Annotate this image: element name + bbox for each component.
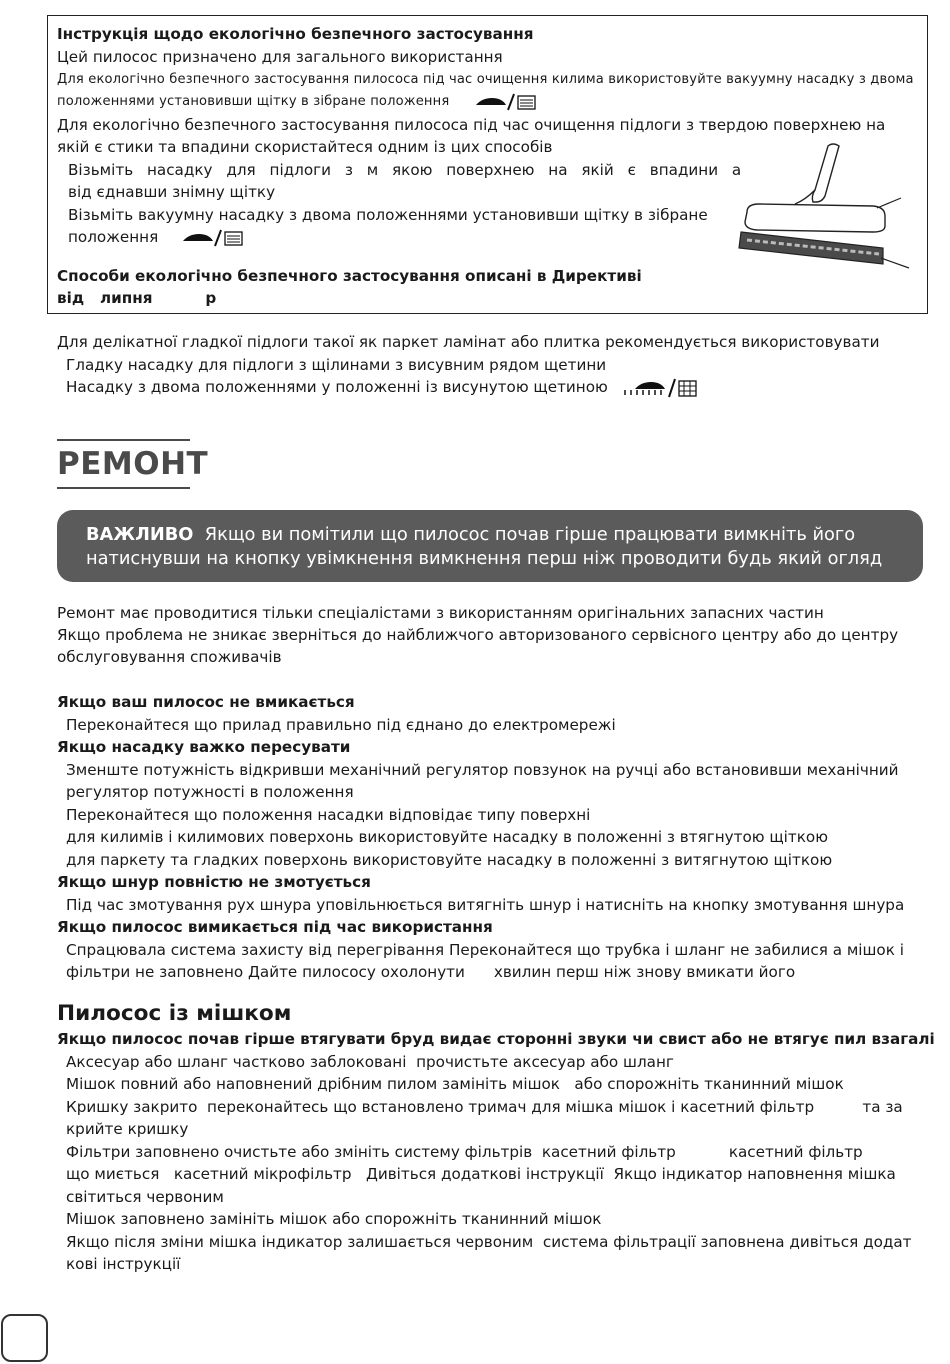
nozzle-extended-icon	[621, 377, 701, 399]
bag-section-title: Пилосос із мішком	[57, 1001, 292, 1026]
solution-line: Фільтри заповнено очистьте або змініть систему фільтрів касетний фільтр касетний фільтр	[66, 1143, 863, 1161]
important-banner	[57, 510, 923, 582]
solution-line: для паркету та гладких поверхонь використовуйте насадку в положенні з витягнутою щіткою	[66, 851, 833, 869]
solution-line: Зменште потужність відкривши механічний регулятор повзунок на ручці або встановивши механічний	[66, 761, 899, 779]
vacuum-nozzle-illustration	[733, 140, 913, 275]
solution-line: Спрацювала система захисту від перегрівання Переконайтеся що трубка і шланг не забилися а мішок і	[66, 941, 904, 959]
solution-line: що миється касетний мікрофільтр Дивіться додаткові інструкції Якщо індикатор наповнення мішка	[66, 1165, 896, 1183]
repair-intro: Ремонт має проводитися тільки спеціалістами з використанням оригінальних запасних частин	[57, 604, 824, 622]
eco-option: Візьміть насадку для підлоги з м якою поверхнею на якій є впадини а	[68, 161, 742, 179]
directive-line: Способи екологічно безпечного застосування описані в Директиві	[57, 267, 642, 285]
section-title: РЕМОНТ	[57, 446, 209, 482]
delicate-line: Гладку насадку для підлоги з щілинами з висувним рядом щетини	[66, 356, 607, 374]
problem-heading: Якщо пилосос почав гірше втягувати бруд видає сторонні звуки чи свист або не втягує пил взагалі	[57, 1030, 935, 1048]
directive-line: від липня р	[57, 289, 217, 307]
solution-line: крийте кришку	[66, 1120, 189, 1138]
solution-line: кові інструкції	[66, 1255, 181, 1273]
important-text: Якщо ви помітили що пилосос почав гірше працювати вимкніть його	[204, 524, 856, 545]
important-text: натиснувши на кнопку увімкнення вимкнення перш ніж проводити будь який огляд	[86, 548, 883, 569]
solution-line: Переконайтеся що положення насадки відповідає типу поверхні	[66, 806, 591, 824]
page-number-box	[1, 1314, 48, 1362]
eco-option: Візьміть вакуумну насадку з двома положеннями установивши щітку в зібране	[68, 206, 708, 224]
eco-line: Для екологічно безпечного застосування пилососа під час очищення килима використовуйте вакуумну насадку з двома	[57, 72, 914, 87]
eco-line-with-icons	[57, 91, 542, 113]
delicate-line-text: Насадку з двома положеннями у положенні із висунутою щетиною	[66, 378, 608, 396]
repair-intro: Якщо проблема не зникає зверніться до найближчого авторизованого сервісного центру або до центру	[57, 626, 899, 644]
title-rule-bottom	[57, 487, 190, 489]
problem-heading: Якщо насадку важко пересувати	[57, 738, 351, 756]
eco-line: Для екологічно безпечного застосування пилососа під час очищення підлоги з твердою поверхнею на	[57, 116, 886, 134]
solution-line: фільтри не заповнено Дайте пилососу охолонути хвилин перш ніж знову вмикати його	[66, 963, 796, 981]
eco-option-text: положення	[68, 228, 159, 246]
solution-line: Переконайтеся що прилад правильно під єднано до електромережі	[66, 716, 616, 734]
solution-line: регулятор потужності в положення	[66, 783, 354, 801]
eco-option-with-icons	[68, 226, 249, 248]
solution-line: світиться червоним	[66, 1188, 224, 1206]
solution-line: Мішок повний або наповнений дрібним пилом замініть мішок або спорожніть тканинний мішок	[66, 1075, 844, 1093]
eco-line-text: положеннями установивши щітку в зібране положення	[57, 94, 450, 109]
solution-line: Мішок заповнено замініть мішок або спорожніть тканинний мішок	[66, 1210, 602, 1228]
nozzle-retracted-icon	[169, 228, 249, 248]
eco-line: якій є стики та впадини скористайтеся одним із цих способів	[57, 138, 553, 156]
problem-heading: Якщо шнур повністю не змотується	[57, 873, 371, 891]
solution-line: Якщо після зміни мішка індикатор залишається червоним система фільтрації заповнена дивіться додат	[66, 1233, 912, 1251]
solution-line: для килимів і килимових поверхонь використовуйте насадку в положенні з втягнутою щіткою	[66, 828, 828, 846]
problem-heading: Якщо пилосос вимикається під час використання	[57, 918, 493, 936]
nozzle-retracted-icon	[462, 92, 542, 112]
eco-heading: Інструкція щодо екологічно безпечного застосування	[57, 25, 534, 43]
title-rule-top	[57, 439, 190, 441]
problem-heading: Якщо ваш пилосос не вмикається	[57, 693, 355, 711]
delicate-line: Для делікатної гладкої підлоги такої як паркет ламінат або плитка рекомендується використовувати	[57, 333, 880, 351]
important-label: ВАЖЛИВО	[86, 524, 194, 545]
repair-intro: обслуговування споживачів	[57, 648, 282, 666]
eco-option: від єднавши знімну щітку	[68, 183, 276, 201]
eco-line: Цей пилосос призначено для загального використання	[57, 48, 503, 66]
delicate-line-with-icons	[66, 376, 701, 399]
solution-line: Кришку закрито переконайтесь що встановлено тримач для мішка мішок і касетний фільтр та за	[66, 1098, 903, 1116]
solution-line: Під час змотування рух шнура уповільнюється витягніть шнур і натисніть на кнопку змотування шнура	[66, 896, 905, 914]
solution-line: Аксесуар або шланг частково заблоковані прочистьте аксесуар або шланг	[66, 1053, 674, 1071]
